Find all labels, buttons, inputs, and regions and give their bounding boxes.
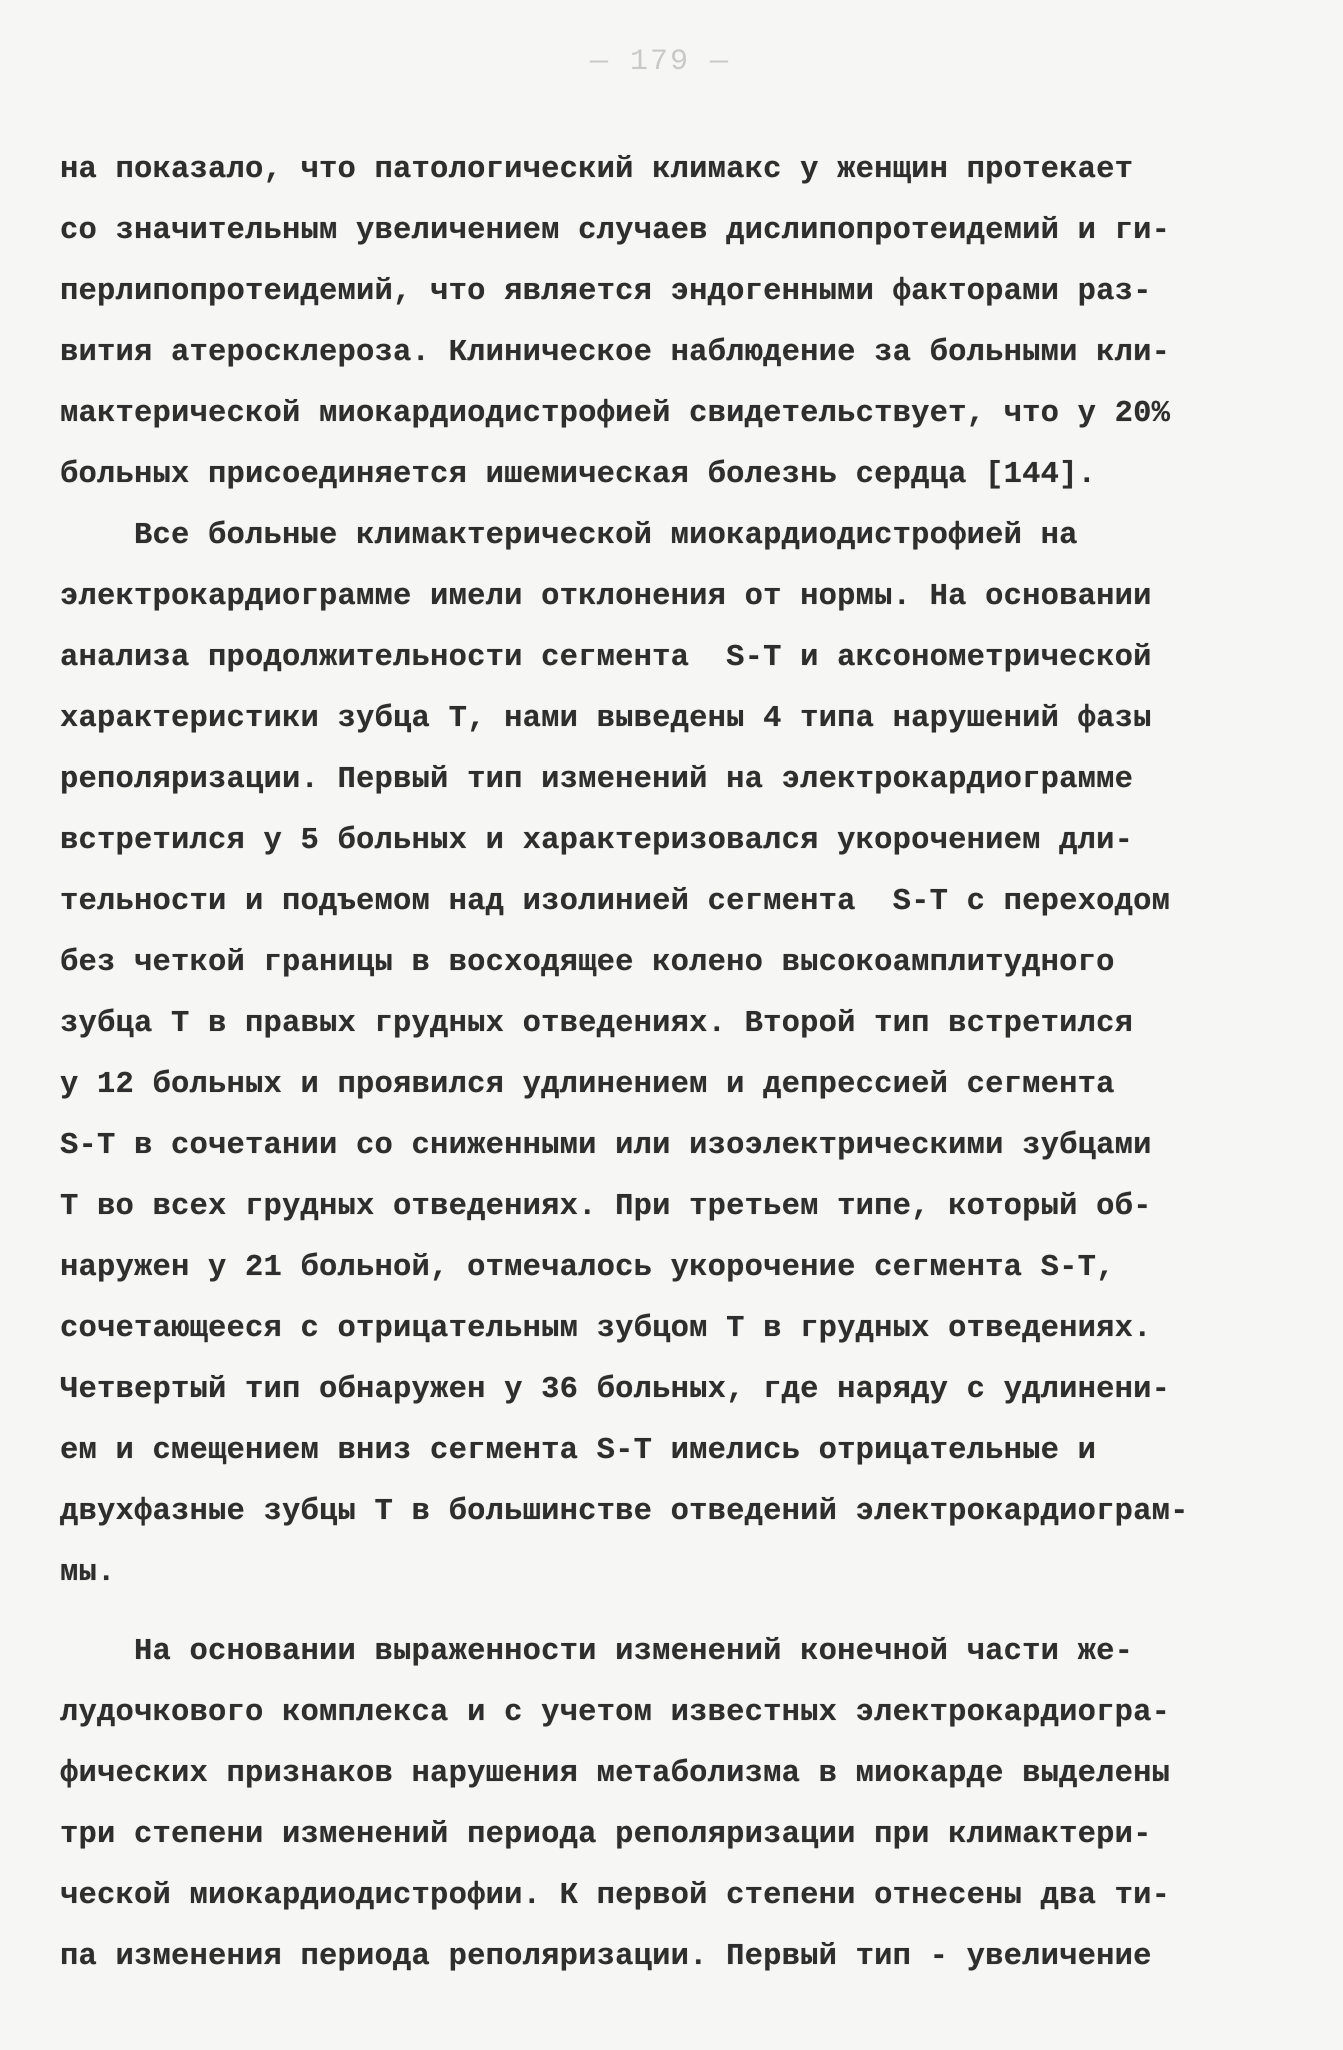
text-line: Т во всех грудных отведениях. При третьем типе, который об- xyxy=(60,1190,1152,1224)
text-line: со значительным увеличением случаев дислипопротеидемий и ги- xyxy=(60,214,1171,248)
text-line: фических признаков нарушения метаболизма в миокарде выделены xyxy=(60,1757,1171,1791)
text-line: характеристики зубца Т, нами выведены 4 типа нарушений фазы xyxy=(60,702,1152,736)
text-line: ем и смещением вниз сегмента S-T имелись отрицательные и xyxy=(60,1434,1097,1468)
text-line: мактерической миокардиодистрофией свидетельствует, что у 20% xyxy=(60,397,1171,431)
body-text xyxy=(60,140,1300,1988)
paragraph xyxy=(60,506,1300,1604)
text-line: На основании выраженности изменений конечной части же- xyxy=(60,1635,1134,1669)
text-line: на показало, что патологический климакс у женщин протекает xyxy=(60,153,1134,187)
text-line: встретился у 5 больных и характеризовался укорочением дли- xyxy=(60,824,1134,858)
text-line: электрокардиограмме имели отклонения от нормы. На основании xyxy=(60,580,1152,614)
page-number: — 179 — xyxy=(589,45,731,79)
text-line: наружен у 21 больной, отмечалось укорочение сегмента S-T, xyxy=(60,1251,1115,1285)
text-line: Четвертый тип обнаружен у 36 больных, где наряду с удлинени- xyxy=(60,1373,1171,1407)
text-line: па изменения периода реполяризации. Первый тип - увеличение xyxy=(60,1940,1152,1974)
text-line: три степени изменений периода реполяризации при климактери- xyxy=(60,1818,1152,1852)
text-line: двухфазные зубцы Т в большинстве отведений электрокардиограм- xyxy=(60,1495,1189,1529)
text-line: ческой миокардиодистрофии. К первой степени отнесены два ти- xyxy=(60,1879,1171,1913)
text-line: лудочкового комплекса и с учетом известных электрокардиогра- xyxy=(60,1696,1171,1730)
text-line: анализа продолжительности сегмента S-T и аксонометрической xyxy=(60,641,1152,675)
text-line: без четкой границы в восходящее колено высокоамплитудного xyxy=(60,946,1115,980)
text-line: сочетающееся с отрицательным зубцом Т в грудных отведениях. xyxy=(60,1312,1152,1346)
paragraph xyxy=(60,140,1300,506)
text-line: тельности и подъемом над изолинией сегмента S-T с переходом xyxy=(60,885,1171,919)
paragraph xyxy=(60,1622,1300,1988)
text-line: мы. xyxy=(60,1556,116,1590)
text-line: вития атеросклероза. Клиническое наблюдение за больными кли- xyxy=(60,336,1171,370)
text-line: больных присоединяется ишемическая болезнь сердца [144]. xyxy=(60,458,1097,492)
text-line: S-T в сочетании со сниженными или изоэлектрическими зубцами xyxy=(60,1129,1152,1163)
text-line: реполяризации. Первый тип изменений на электрокардиограмме xyxy=(60,763,1134,797)
text-line: перлипопротеидемий, что является эндогенными факторами раз- xyxy=(60,275,1152,309)
paragraph-gap xyxy=(60,1604,1300,1622)
text-line: зубца Т в правых грудных отведениях. Второй тип встретился xyxy=(60,1007,1134,1041)
text-line: Все больные климактерической миокардиодистрофией на xyxy=(60,519,1078,553)
text-line: у 12 больных и проявился удлинением и депрессией сегмента xyxy=(60,1068,1115,1102)
